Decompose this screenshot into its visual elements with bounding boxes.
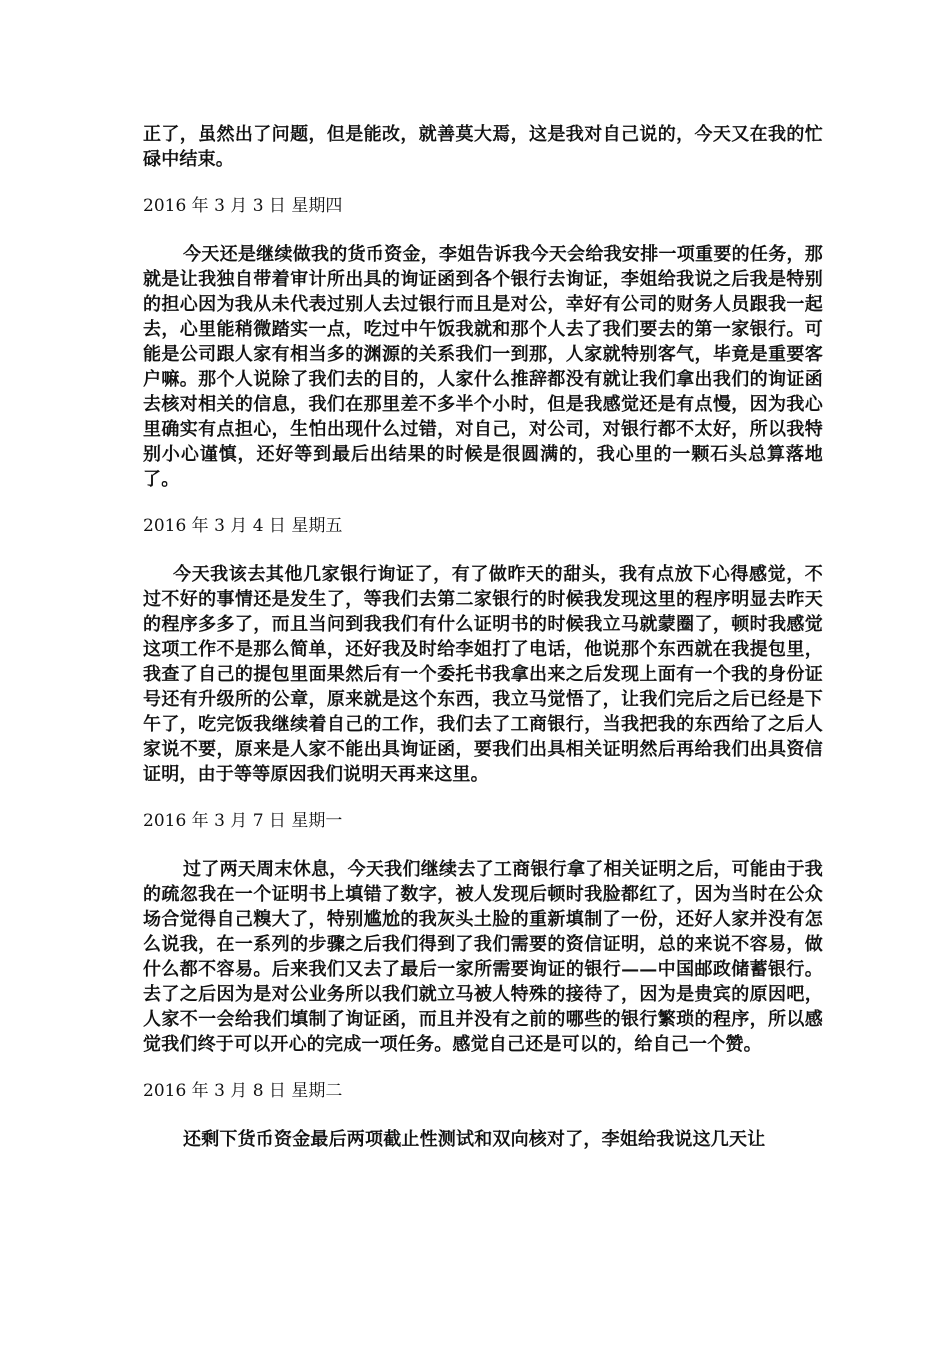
entry-date-mar-8: 2016 年 3 月 8 日 星期二 bbox=[143, 1081, 343, 1101]
entry-text-mar-3: 今天还是继续做我的货币资金，李姐告诉我今天会给我安排一项重要的任务，那就是让我独自带着审计所出具的询证函到各个银行去询证，李姐给我说之后我是特别的担心因为我从未代表过别人去过银行而且是对公，幸好有公司的财务人员跟我一起去，心里能稍微踏实一点，吃过中午饭我就和那个人去了我们要去的第一家银行。可能是公司跟人家有相当多的渊源的关系我们一到那，人家就特别客气，毕竟是重要客户嘛。那个人说除了我们去的目的，人家什么推辞都没有就让我们拿出我们的询证函去核对相关的信息，我们在那里差不多半个小时，但是我感觉还是有点慢，因为我心里确实有点担心，生怕出现什么过错，对自己，对公司，对银行都不太好，所以我特别小心谨慎，还好等到最后出结果的时候是很圆满的，我心里的一颗石头总算落地了。 bbox=[143, 244, 823, 490]
entry-text-mar-4: 今天我该去其他几家银行询证了，有了做昨天的甜头，我有点放下心得感觉，不过不好的事情还是发生了，等我们去第二家银行的时候我发现这里的程序明显去昨天的程序多多了，而且当问到我我们有什么证明书的时候我立马就蒙圈了，顿时我感觉这项工作不是那么简单，还好我及时给李姐打了电话，他说那个东西就在我提包里，我查了自己的提包里面果然后有一个委托书我拿出来之后发现上面有一个我的身份证号还有升级所的公章，原来就是这个东西，我立马觉悟了，让我们完后之后已经是下午了，吃完饭我继续着自己的工作，我们去了工商银行，当我把我的东西给了之后人家说不要，原来是人家不能出具询证函，要我们出具相关证明然后再给我们出具资信证明，由于等等原因我们说明天再来这里。 bbox=[143, 564, 823, 785]
entry-text-mar-7: 过了两天周末休息，今天我们继续去了工商银行拿了相关证明之后，可能由于我的疏忽我在一个证明书上填错了数字，被人发现后顿时我脸都红了，因为当时在公众场合觉得自己糗大了，特别尴尬的我灰头土脸的重新填制了一份，还好人家并没有怎么说我，在一系列的步骤之后我们得到了我们需要的资信证明，总的来说不容易，做什么都不容易。后来我们又去了最后一家所需要询证的银行——中国邮政储蓄银行。去了之后因为是对公业务所以我们就立马被人特殊的接待了，因为是贵宾的原因吧，人家不一会给我们填制了询证函，而且并没有之前的哪些的银行繁琐的程序，所以感觉我们终于可以开心的完成一项任务。感觉自己还是可以的，给自己一个赞。 bbox=[143, 859, 823, 1055]
entry-text-mar-8: 还剩下货币资金最后两项截止性测试和双向核对了，李姐给我说这几天让 bbox=[183, 1129, 766, 1150]
continuation-paragraph: 正了，虽然出了问题，但是能改，就善莫大焉，这是我对自己说的，今天又在我的忙碌中结束。 bbox=[143, 124, 823, 170]
document-page bbox=[143, 122, 823, 1174]
entry-date-mar-7: 2016 年 3 月 7 日 星期一 bbox=[143, 811, 343, 831]
entry-date-mar-4: 2016 年 3 月 4 日 星期五 bbox=[143, 516, 343, 536]
entry-date-mar-3: 2016 年 3 月 3 日 星期四 bbox=[143, 196, 343, 216]
